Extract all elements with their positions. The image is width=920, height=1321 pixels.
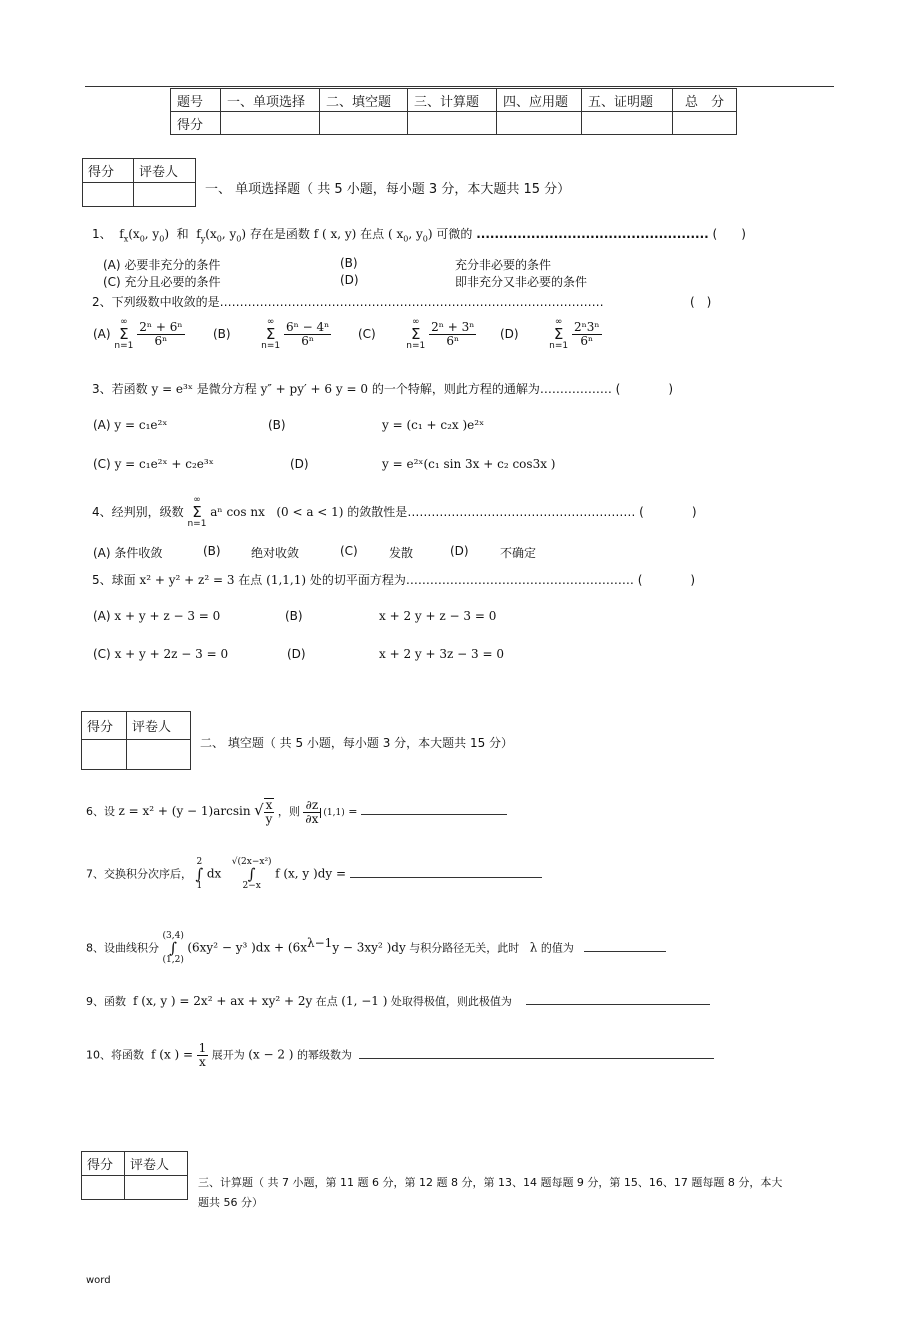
q5-eq: x² + y² + z² = 3 [139,573,235,587]
score-cell[interactable] [497,112,582,135]
score-cell[interactable] [320,112,408,135]
question-5: 5、球面 x² + y² + z² = 3 在点 (1,1,1) 处的切平面方程为………………………………………………… ( ) [92,573,696,587]
q9-expr: f (x, y ) = 2x² + ax + xy² + 2y [133,994,313,1008]
q10-answer-blank[interactable] [359,1058,714,1059]
q10-expr: f (x ) = [151,1047,194,1062]
score-cell[interactable] [582,112,673,135]
score-cell[interactable] [408,112,497,135]
question-9: 9、函数 f (x, y ) = 2x² + ax + xy² + 2y 在点 (1, −1 ) 处取得极值，则此极值为 [86,993,710,1009]
q4-option-b-label: (B) [203,544,221,558]
question-8: 8、设曲线积分 (3,4) ∫ (1,2) (6xy² − y³ )$dx + (6x^{\lambda-1}y - 3xy^2$ )dy 与积分路径无关，此时 λ 的值为 [86,932,666,965]
header-table [170,88,737,135]
q5-option-a: (A) x + y + z − 3 = 0 [93,609,221,623]
q5-option-c: (C) x + y + 2z − 3 = 0 [93,647,229,661]
q7-expr: dx [206,866,222,881]
q1-dots: ................................................... [476,227,709,241]
score-cell[interactable] [221,112,320,135]
q3-option-d-label: (D) [290,457,309,471]
q2-option-b: (B) ∞ Σ n=1 $\frac{\text{6ⁿ − 4ⁿ}}{\text{6ⁿ}}$ [213,317,330,351]
q4-option-c-text: 发散 [389,546,414,560]
q1-paren: ( ) [712,227,746,241]
q4-paren: ( ) [639,505,697,519]
section3-title-line1: 三、计算题（ 共 7 小题，第 11 题 6 分，第 12 题 8 分，第 13、14 题每题 9 分，第 15、16、17 题每题 8 分，本大 [198,1176,783,1189]
q1-option-b-label: (B) [340,256,358,270]
q6-answer-blank[interactable] [361,814,507,815]
header-cell: 三、计算题 [408,89,497,112]
q1-at: 在点 [360,227,385,241]
q1-prefix: 1、 [92,227,112,241]
score-box-1 [82,158,196,207]
score-cell[interactable] [83,183,134,207]
q10-point: (x − 2 ) [248,1047,294,1062]
header-cell: 总 分 [673,89,737,112]
q3-func: y = e³ˣ [151,382,193,396]
q9-answer-blank[interactable] [526,1004,710,1005]
q2-prefix: 2、下列级数中收敛的是 [92,295,220,309]
q2-paren: ( ) [690,295,712,309]
grader-label: 评卷人 [134,159,196,183]
header-cell: 二、填空题 [320,89,408,112]
q1-option-c: (C) 充分且必要的条件 [103,275,221,289]
question-6: 6、设 z = x² + (y − 1)arcsin √ $\frac{x}{y}$ ，则 $\frac{\partial z}{\partial x}$ (1,1) = [86,798,507,826]
grader-cell[interactable] [125,1176,188,1200]
q2-option-a: (A) ∞ Σ n=1 $\frac{\text{2ⁿ + 6ⁿ}}{\text{6ⁿ}}$ [93,317,183,351]
q4-option-a: (A) 条件收敛 [93,546,163,560]
header-cell: 一、单项选择 [221,89,320,112]
q4-series: aⁿ cos nx [210,505,265,519]
grader-label: 评卷人 [127,712,191,740]
q1-option-d-label: (D) [340,273,359,287]
question-7: 7、交换积分次序后， 2 ∫ 1 dx √(2x−x²) ∫ 2−x f (x, y )dy = [86,858,542,891]
score-cell[interactable] [82,740,127,770]
q3-option-b-expr: y = (c₁ + c₂x )e²ˣ [382,418,485,432]
q6-expr: z = x² + (y − 1)arcsin [118,804,251,819]
q2-dots: …………………………………………………………………………………… [219,295,604,309]
q4-option-d-text: 不确定 [500,546,537,560]
top-rule [85,86,834,87]
q5-option-d-expr: x + 2 y + 3z − 3 = 0 [379,647,504,661]
q5-option-b-expr: x + 2 y + z − 3 = 0 [379,609,497,623]
score-box-2 [81,711,191,770]
q3-option-b-label: (B) [268,418,286,432]
section3-title-line2: 题共 56 分） [198,1196,263,1209]
header-cell: 五、证明题 [582,89,673,112]
q4-option-b-text: 绝对收敛 [251,546,300,560]
grader-cell[interactable] [127,740,191,770]
q1-text: 存在是函数 [249,227,310,241]
question-2 [92,293,604,310]
footer-label: word [86,1275,111,1286]
score-box-label: 得分 [82,1152,125,1176]
question-4: 4、经判别，级数 ∞ Σ n=1 aⁿ cos nx (0 < a < 1) 的敛散性是………………………………………………… ( ) [92,495,697,529]
q5-paren: ( ) [637,573,696,587]
q9-point: (1, −1 ) [341,994,388,1008]
q1-tail: 可微的 [436,227,473,241]
q1-mid: 和 [176,227,189,241]
question-10: 10、将函数 f (x ) = $\frac{1}{x}$ 展开为 (x − 2 ) 的幂级数为 [86,1042,714,1069]
q1-option-a: (A) 必要非充分的条件 [103,258,221,272]
score-box-label: 得分 [83,159,134,183]
question-1: 1、 $f_x(x_0$, $y_0$) 和 $f_y(x_0$, $y_0$) 存在是函数 f ( x, y) 在点 ( $x_0$, $y_0$) 可微的 ................................................... ( ) [92,227,746,244]
section2-title: 二、 填空题（ 共 5 小题，每小题 3 分，本大题共 15 分） [200,736,514,750]
section1-title: 一、 单项选择题（ 共 5 小题，每小题 3 分，本大题共 15 分） [205,182,571,197]
q1-func: f ( x, y) [313,227,357,241]
q4-option-d-label: (D) [450,544,469,558]
q3-option-a: (A) y = c₁e²ˣ [93,418,168,432]
q3-eq: y″ + py′ + 6 y = 0 [260,382,368,396]
q1-option-d-text: 即非充分又非必要的条件 [455,275,588,289]
q8-answer-blank[interactable] [584,951,666,952]
question-3: 3、若函数 y = e³ˣ 是微分方程 y″ + py′ + 6 y = 0 的一个特解，则此方程的通解为……………… ( ) [92,382,674,396]
header-cell: 题号 [171,89,221,112]
q5-option-d-label: (D) [287,647,306,661]
score-box-label: 得分 [82,712,127,740]
score-box-3 [81,1151,188,1200]
q2-option-d: (D) ∞ Σ n=1 $\frac{\text{2ⁿ3ⁿ}}{\text{6ⁿ}}$ [500,317,600,351]
q5-option-b-label: (B) [285,609,303,623]
q5-point: (1,1,1) [266,573,307,587]
q2-option-c: (C) ∞ Σ n=1 $\frac{\text{2ⁿ + 3ⁿ}}{\text{6ⁿ}}$ [358,317,475,351]
q3-option-d-expr: y = e²ˣ(c₁ sin 3x + c₂ cos3x ) [382,457,556,471]
q3-option-c: (C) y = c₁e²ˣ + c₂e³ˣ [93,457,214,471]
q7-integrand: f (x, y )dy = [275,866,347,881]
q7-answer-blank[interactable] [350,877,542,878]
q4-option-c-label: (C) [340,544,358,558]
score-label: 得分 [171,112,221,135]
q8-lambda: λ [529,940,538,955]
score-cell[interactable] [673,112,737,135]
score-cell[interactable] [82,1176,125,1200]
q4-cond: (0 < a < 1) [276,505,344,519]
grader-label: 评卷人 [125,1152,188,1176]
q3-paren: ( ) [615,382,674,396]
q8-expr: (6xy² − y³ )dx + (6x [187,940,308,955]
q1-option-b-text: 充分非必要的条件 [455,258,552,272]
header-cell: 四、应用题 [497,89,582,112]
grader-cell[interactable] [134,183,196,207]
